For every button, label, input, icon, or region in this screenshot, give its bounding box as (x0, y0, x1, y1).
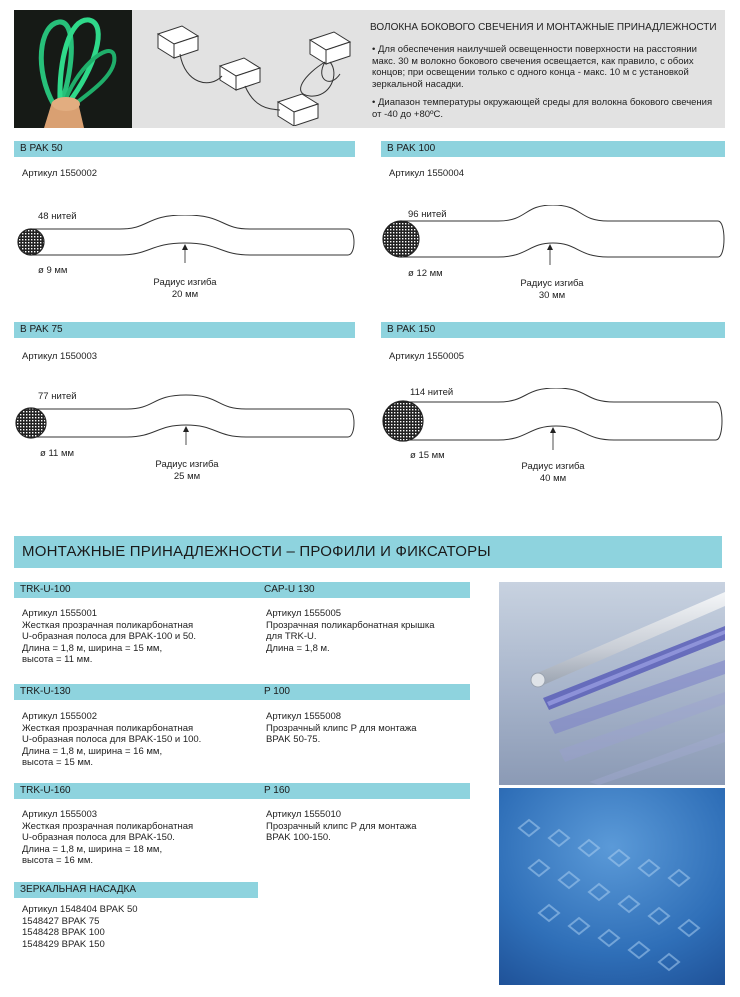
fiber-bend-drawing (376, 388, 728, 450)
header-title: ВОЛОКНА БОКОВОГО СВЕЧЕНИЯ И МОНТАЖНЫЕ ПРИНАДЛЕЖНОСТИ (370, 22, 717, 33)
accessory-description: Артикул 1548404 BPAK 50 1548427 BPAK 75 1548428 BPAK 100 1548429 BPAK 150 (22, 904, 138, 950)
product-header-bpak75: B PAK 75 (14, 322, 355, 338)
accessory-description: Артикул 1555001 Жесткая прозрачная поликарбонатная U-образная полоса для BPAK-100 и 50. Длина = 1,8 м, ширина = 15 мм, высота = 11 мм. (22, 608, 197, 665)
product-diameter: ø 15 мм (410, 450, 445, 461)
bend-radius-label: Радиус изгиба (520, 278, 584, 289)
product-article: Артикул 1550004 (389, 168, 465, 179)
product-header-bpak100: B PAK 100 (381, 141, 725, 157)
accessory-header-cap-u-130: CAP-U 130 (258, 582, 470, 598)
accessory-header-p-100: P 100 (258, 684, 470, 700)
accessory-description: Артикул 1555002 Жесткая прозрачная поликарбонатная U-образная полоса для BPAK-150 и 100. Длина = 1,8 м, ширина = 16 мм, высота = 15 мм. (22, 711, 202, 768)
fiber-connection-diagram (140, 14, 360, 126)
accessory-header-trk-u-130: TRK-U-130 (14, 684, 258, 700)
accessory-description: Артикул 1555003 Жесткая прозрачная поликарбонатная U-образная полоса для BPAK-150. Длина = 1,8 м, ширина = 18 мм, высота = 16 мм. (22, 809, 194, 866)
accessory-header-trk-u-160: TRK-U-160 (14, 783, 258, 799)
bend-radius-value: 30 мм (538, 290, 566, 301)
product-diameter: ø 9 мм (38, 265, 68, 276)
hand-fiber-photo (14, 10, 132, 128)
product-strands: 77 нитей (38, 391, 77, 402)
product-header-bpak150: B PAK 150 (381, 322, 725, 338)
product-strands: 96 нитей (408, 209, 447, 220)
product-strands: 114 нитей (410, 387, 454, 398)
accessory-description: Артикул 1555010 Прозрачный клипс P для монтажа BPAK 100-150. (266, 809, 417, 843)
bend-radius-value: 40 мм (539, 473, 567, 484)
product-strands: 48 нитей (38, 211, 77, 222)
bend-radius-label: Радиус изгиба (153, 277, 217, 288)
product-diameter: ø 11 мм (40, 448, 75, 459)
product-header-bpak50: B PAK 50 (14, 141, 355, 157)
bend-radius-value: 20 мм (171, 289, 199, 300)
header-bullet-1: • Для обеспечения наилучшей освещенности поверхности на расстоянии макс. 30 м волокно бокового свечения освещается, как правило, с обоих концов; при освещении только с одного конца - макс. 10 м с установкой зеркальной насадки. (372, 44, 697, 90)
clips-photo (499, 788, 725, 985)
fiber-bend-drawing (378, 205, 728, 265)
product-article: Артикул 1550002 (22, 168, 98, 179)
product-diameter: ø 12 мм (408, 268, 443, 279)
accessory-description: Артикул 1555005 Прозрачная поликарбонатная крышка для TRK-U. Длина = 1,8 м. (266, 608, 435, 654)
accessory-description: Артикул 1555008 Прозрачный клипс P для монтажа BPAK 50-75. (266, 711, 417, 745)
product-article: Артикул 1550005 (389, 351, 465, 362)
bend-radius-value: 25 мм (173, 471, 201, 482)
accessory-header-p-160: P 160 (258, 783, 470, 799)
bend-radius-label: Радиус изгиба (155, 459, 219, 470)
accessory-header-trk-u-100: TRK-U-100 (14, 582, 258, 598)
fiber-bend-drawing (8, 393, 360, 445)
accessories-section-title: МОНТАЖНЫЕ ПРИНАДЛЕЖНОСТИ – ПРОФИЛИ И ФИКСАТОРЫ (14, 536, 722, 568)
fiber-bend-drawing (10, 215, 360, 265)
product-article: Артикул 1550003 (22, 351, 98, 362)
bend-radius-label: Радиус изгиба (521, 461, 585, 472)
profiles-photo (499, 582, 725, 785)
accessory-header-mirror-tip: ЗЕРКАЛЬНАЯ НАСАДКА (14, 882, 258, 898)
header-bullet-2: • Диапазон температуры окружающей среды для волокна бокового свечения от -40 до +80ºC. (372, 97, 713, 120)
